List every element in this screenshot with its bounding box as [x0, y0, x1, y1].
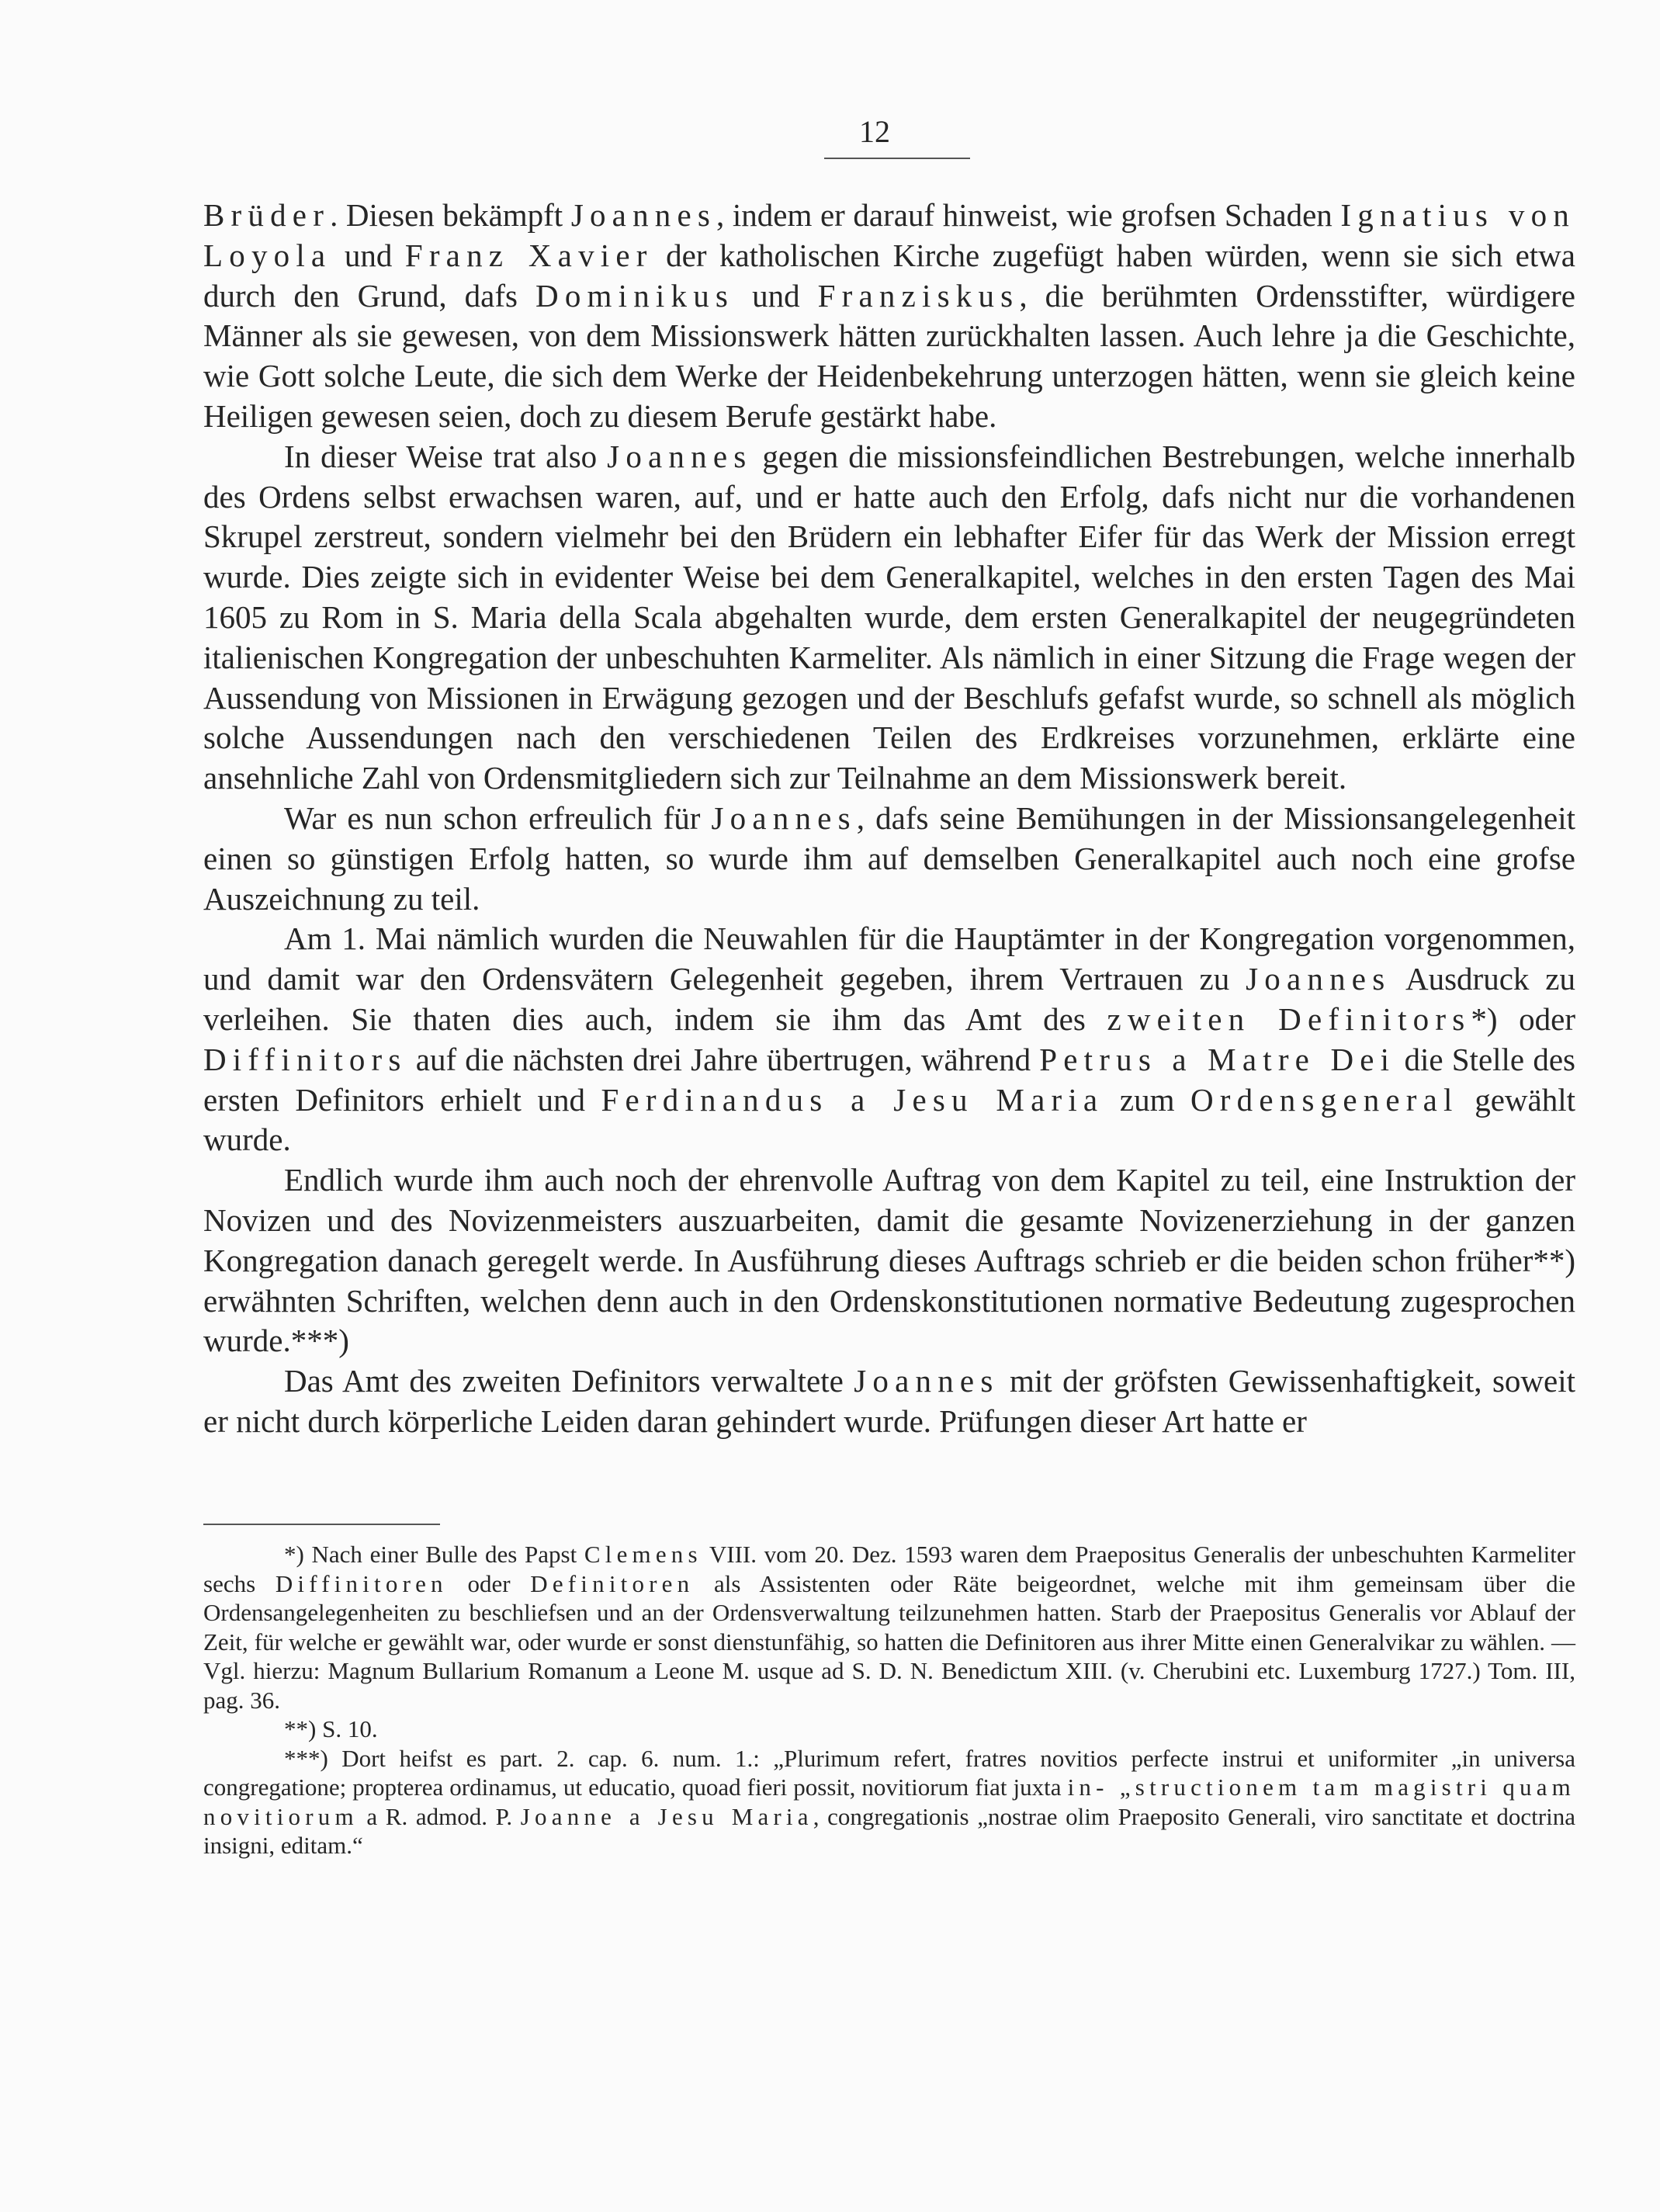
text-run: Endlich wurde ihm auch noch der ehrenvolle Auftrag von dem Kapitel zu teil, eine Instruktion der Novizen und des Novizenmeisters auszuarbeiten, damit die gesamte Novizenerziehung in der ganzen Kongregation danach geregelt werde. In Ausführung dieses Auftrags schrieb er die beiden schon früher**) erwähnten Schriften, welchen denn auch in den Ordenskonstitutionen normative Bedeutung zugesprochen wurde.***) — [203, 1162, 1575, 1359]
text-run: und — [734, 277, 818, 314]
text-run: gegen die missionsfeindlichen Bestrebungen, welche innerhalb des Ordens selbst erwachsen waren, auf, und er hatte auch den Erfolg, dafs nicht nur die vorhandenen Skrupel zerstreut, sondern vielmehr bei den Brüdern ein lebhafter Eifer für das Werk der Mission erregt wurde. Dies zeigte sich in evidenter Weise bei dem Generalkapitel, welches in den ersten Tagen des Mai 1605 zu Rom in S. Maria della Scala abgehalten wurde, dem ersten Generalkapitel der neugegründeten italienischen Kongregation der unbeschuhten Karmeliter. Als nämlich in einer Sitzung die Frage wegen der Aussendung von Missionen in Erwägung gezogen und der Beschlufs gefafst wurde, so schnell als möglich solche Aussendungen nach den verschiedenen Teilen des Erdkreises vorzunehmen, erklärte eine ansehnliche Zahl von Ordensmitgliedern sich zur Teilnahme an dem Missionswerk bereit. — [203, 438, 1575, 796]
text-run: , dafs seine Bemühungen in der Missionsangelegenheit einen so günstigen Erfolg hatten, so wurde ihm auf demselben Generalkapitel auch noch eine grofse Auszeichnung zu teil. — [203, 799, 1575, 917]
text-run: *) oder — [1471, 1000, 1576, 1037]
paragraph — [203, 919, 1575, 1160]
text-run: gewählt wurde. — [203, 1081, 1575, 1158]
spaced-text: Joanne a Jesu Maria — [520, 1802, 813, 1830]
text-run: , indem er darauf hinweist, wie grofsen Schaden — [716, 197, 1341, 233]
text-run: auf die nächsten drei Jahre übertrugen, während — [407, 1041, 1040, 1077]
paragraph — [203, 1361, 1575, 1442]
text-run: zum — [1104, 1081, 1190, 1118]
spaced-text: Diffinitoren — [275, 1569, 448, 1597]
spaced-text: Petrus a Matre Dei — [1039, 1041, 1396, 1077]
spaced-text: Joannes — [570, 197, 717, 233]
text-run: a R. admod. P. — [358, 1802, 521, 1830]
spaced-text: Joannes — [711, 799, 857, 836]
text-run: , congregationis „nostrae olim Praeposito Generali, viro sanctitate et doctrina insigni, editam.“ — [203, 1802, 1575, 1859]
spaced-text: Ordensgeneral — [1190, 1081, 1459, 1118]
text-run: . Diesen bekämpft — [330, 197, 571, 233]
text-run: ***) Dort heifst es part. 2. cap. 6. num. 1.: „Plurimum refert, fratres novitios perfecte instrui et uniformiter „in universa congregatione; propterea ordinamus, ut educatio, quoad fieri possit, novitiorum fiat juxta — [203, 1744, 1575, 1801]
text-run: VIII. vom 20. Dez. 1593 waren dem Praepositus Generalis der unbeschuhten Karmeliter sechs — [203, 1541, 1575, 1597]
spaced-text: Ferdinandus a Jesu Maria — [601, 1081, 1104, 1118]
paragraph — [203, 196, 1575, 437]
text-run: mit der gröfsten Gewissenhaftigkeit, soweit er nicht durch körperliche Leiden daran gehindert wurde. Prüfungen dieser Art hatte er — [203, 1363, 1576, 1439]
text-run: die Stelle des ersten Definitors erhielt und — [203, 1041, 1575, 1118]
spaced-text: Ignatius von Loyola — [203, 197, 1575, 273]
spaced-text: Franziskus — [817, 277, 1020, 314]
footnote — [203, 1714, 1575, 1744]
spaced-text: Definitoren — [530, 1569, 695, 1597]
text-run: In dieser Weise trat also — [284, 438, 608, 474]
footnote-rule — [203, 1524, 440, 1525]
text-run: *) Nach einer Bulle des Papst — [284, 1541, 584, 1568]
spaced-text: Joannes — [607, 438, 753, 474]
spaced-text: Diffinitors — [203, 1041, 407, 1077]
paragraph — [203, 437, 1575, 799]
spaced-text: in- „structionem tam magistri quam novitiorum — [203, 1773, 1575, 1830]
spaced-text: Joannes — [1246, 961, 1391, 997]
spaced-text: Franz Xavier — [404, 237, 653, 273]
text-run: War es nun schon erfreulich für — [284, 799, 712, 836]
text-run: der katholischen Kirche zugefügt haben würden, wenn sie sich etwa durch den Grund, dafs — [203, 237, 1575, 314]
text-run: **) S. 10. — [284, 1715, 378, 1742]
spaced-text: Brüder — [203, 197, 331, 233]
footnote — [203, 1540, 1575, 1714]
page-number-rule — [824, 158, 970, 159]
text-run: Am 1. Mai nämlich wurden die Neuwahlen für die Hauptämter in der Kongregation vorgenommen, und damit war den Ordensvätern Gelegenheit gegeben, ihrem Vertrauen zu — [203, 921, 1575, 997]
page-number: 12 — [859, 114, 890, 149]
footnotes — [203, 1540, 1575, 1860]
main-text — [203, 196, 1575, 1442]
text-run: Das Amt des zweiten Definitors verwaltete — [284, 1363, 854, 1399]
spaced-text: Dominikus — [535, 277, 735, 314]
text-run: als Assistenten oder Räte beigeordnet, welche mit ihm gemeinsam über die Ordensangelegenheiten zu beschliefsen und an der Ordensverwaltung teilzunehmen hatten. Starb der Praepositus Generalis vor Ablauf der Zeit, für welche er gewählt war, oder wurde er sonst dienstunfähig, so hatten die Definitoren aus ihrer Mitte einen Generalvikar zu wählen. — Vgl. hierzu: Magnum Bullarium Romanum a Leone M. usque ad S. D. N. Benedictum XIII. (v. Cherubini etc. Luxemburg 1727.) Tom. III, pag. 36. — [203, 1569, 1575, 1714]
spaced-text: Joannes — [854, 1363, 1000, 1399]
footnote — [203, 1744, 1575, 1860]
text-run: oder — [447, 1569, 531, 1597]
paragraph — [203, 799, 1575, 919]
text-run: Ausdruck zu verleihen. Sie thaten dies auch, indem sie ihm das Amt des — [203, 961, 1575, 1037]
spaced-text: Clemens — [584, 1541, 702, 1568]
text-run: , die berühmten Ordensstifter, würdigere Männer als sie gewesen, von dem Missionswerk hätten zurückhalten lassen. Auch lehre ja die Geschichte, wie Gott solche Leute, die sich dem Werke der Heidenbekehrung unterzogen hätten, wenn sie gleich keine Heiligen gewesen seien, doch zu diesem Berufe gestärkt habe. — [203, 277, 1575, 434]
spaced-text: zweiten Definitors — [1107, 1000, 1471, 1037]
text-run: und — [331, 237, 405, 273]
paragraph — [203, 1160, 1575, 1361]
